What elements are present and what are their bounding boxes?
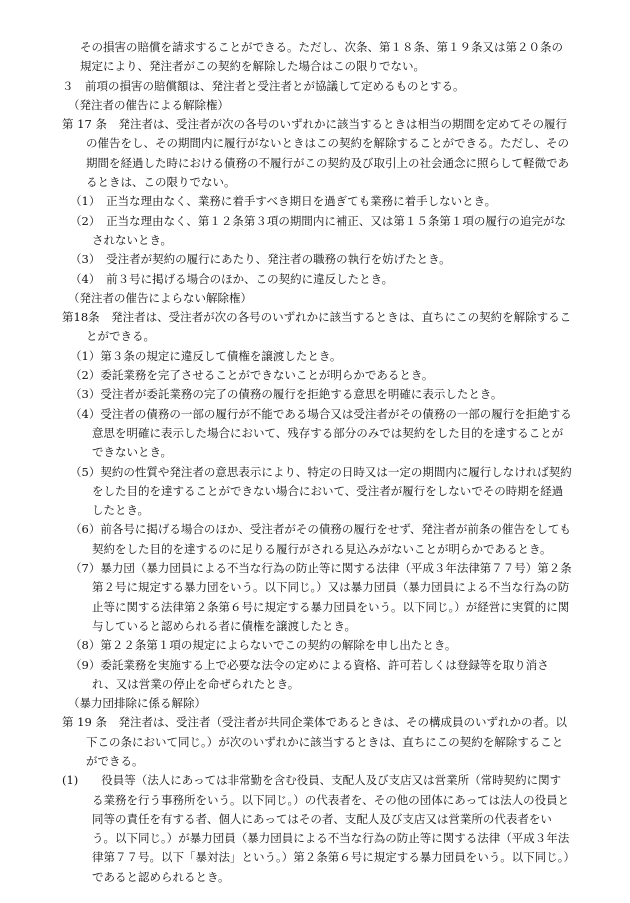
article-17-item-3: （3） 受注者が契約の履行にあたり、発注者の職務の執行を妨げたとき。 [70, 252, 451, 267]
document-page [62, 38, 572, 887]
article-19-item-1: (1) 役員等（法人にあっては非常勤を含む役員、支配人及び支店又は営業所（常時契約に関する業務を行う事務所をいう。以下同じ。）の代表者を、その他の団体にあっては法人の役員と同等の責任を有する者、個人にあってはその者、支配人及び支店又は営業所の代表者をいう。以下同じ。）が暴力団員（暴力団員による不当な行為の防止等に関する法律（平成３年法律第７７号。以下「暴対法」という。）第２条第６号に規定する暴力団員をいう。以下同じ。）であると認められるとき。 [62, 773, 570, 884]
article-18-item-9: （9）委託業務を実施する上で必要な法令の定めによる資格、許可若しくは登録等を取り消され、又は営業の停止を命ぜられたとき。 [70, 657, 549, 691]
article-17-body: 第 17 条 発注者は、受注者が次の各号のいずれかに該当するときは相当の期間を定めてその履行の催告をし、その期間内に履行がないときはこの契約を解除することができる。ただし、その期間を経過した時における債務の不履行がこの契約及び取引上の社会通念に照らして軽微であるときは、この限りでない。 [62, 117, 569, 190]
article-18-body: 第18条 発注者は、受注者が次の各号のいずれかに該当するときは、直ちにこの契約を解除することができる。 [62, 310, 572, 344]
article-19-heading: （暴力団排除に係る解除） [68, 696, 206, 711]
article-18-item-1: （1）第３条の規定に違反して債権を譲渡したとき。 [70, 348, 342, 363]
article-18-item-2: （2）委託業務を完了させることができないことが明らかであるとき。 [70, 368, 434, 383]
article-18-item-4: （4）受注者の債務の一部の履行が不能である場合又は受注者がその債務の一部の履行を拒絶する意思を明確に表示した場合において、残存する部分のみでは契約をした目的を達することができないとき。 [70, 406, 572, 460]
article-17-item-2: （2） 正当な理由なく、第１２条第３項の期間内に補正、又は第１５条第１項の履行の追完がなされないとき。 [70, 213, 566, 247]
article-18-heading: （発注者の催告によらない解除権） [68, 290, 252, 305]
article-18-item-3: （3）受注者が委託業務の完了の債務の履行を拒絶する意思を明確に表示したとき。 [70, 387, 503, 402]
article-18-item-7: （7）暴力団（暴力団員による不当な行為の防止等に関する法律（平成３年法律第７７号）第２条第２号に規定する暴力団をいう。以下同じ。）又は暴力団員（暴力団員による不当な行為の防止等に関する法律第２条第６号に規定する暴力団員をいう。以下同じ。）が経営に実質的に関与していると認められる者に債権を譲渡したとき。 [70, 561, 572, 633]
article-17-item-4: （4） 前３号に掲げる場合のほか、この契約に違反したとき。 [70, 271, 394, 286]
article-18-item-5: （5）契約の性質や発注者の意思表示により、特定の日時又は一定の期間内に履行しなければ契約をした目的を達することができない場合において、受注者が履行をしないでその時期を経過したとき。 [70, 464, 572, 518]
article-19-body: 第 19 条 発注者は、受注者（受注者が共同企業体であるときは、その構成員のいずれかの者。以下この条において同じ。）が次のいずれかに該当するときは、直ちにこの契約を解除することができる。 [62, 715, 567, 768]
article-18-item-6: （6）前各号に掲げる場合のほか、受注者がその債務の履行をせず、発注者が前条の催告をしても契約をした目的を達するのに足りる履行がされる見込みがないことが明らかであるとき。 [70, 522, 571, 556]
article-18-item-8: （8）第２２条第１項の規定によらないでこの契約の解除を申し出たとき。 [70, 638, 457, 653]
paragraph-3: ３ 前項の損害の賠償額は、発注者と受注者とが協議して定めるものとする。 [62, 78, 465, 93]
carry-over-paragraph: その損害の賠償を請求することができる。ただし、次条、第１８条、第１９条又は第２０条の規定により、発注者がこの契約を解除した場合はこの限りでない。 [80, 40, 563, 74]
article-17-heading: （発注者の催告による解除権） [68, 97, 229, 112]
article-17-item-1: （1） 正当な理由なく、業務に着手すべき期日を過ぎても業務に着手しないとき。 [70, 194, 497, 209]
